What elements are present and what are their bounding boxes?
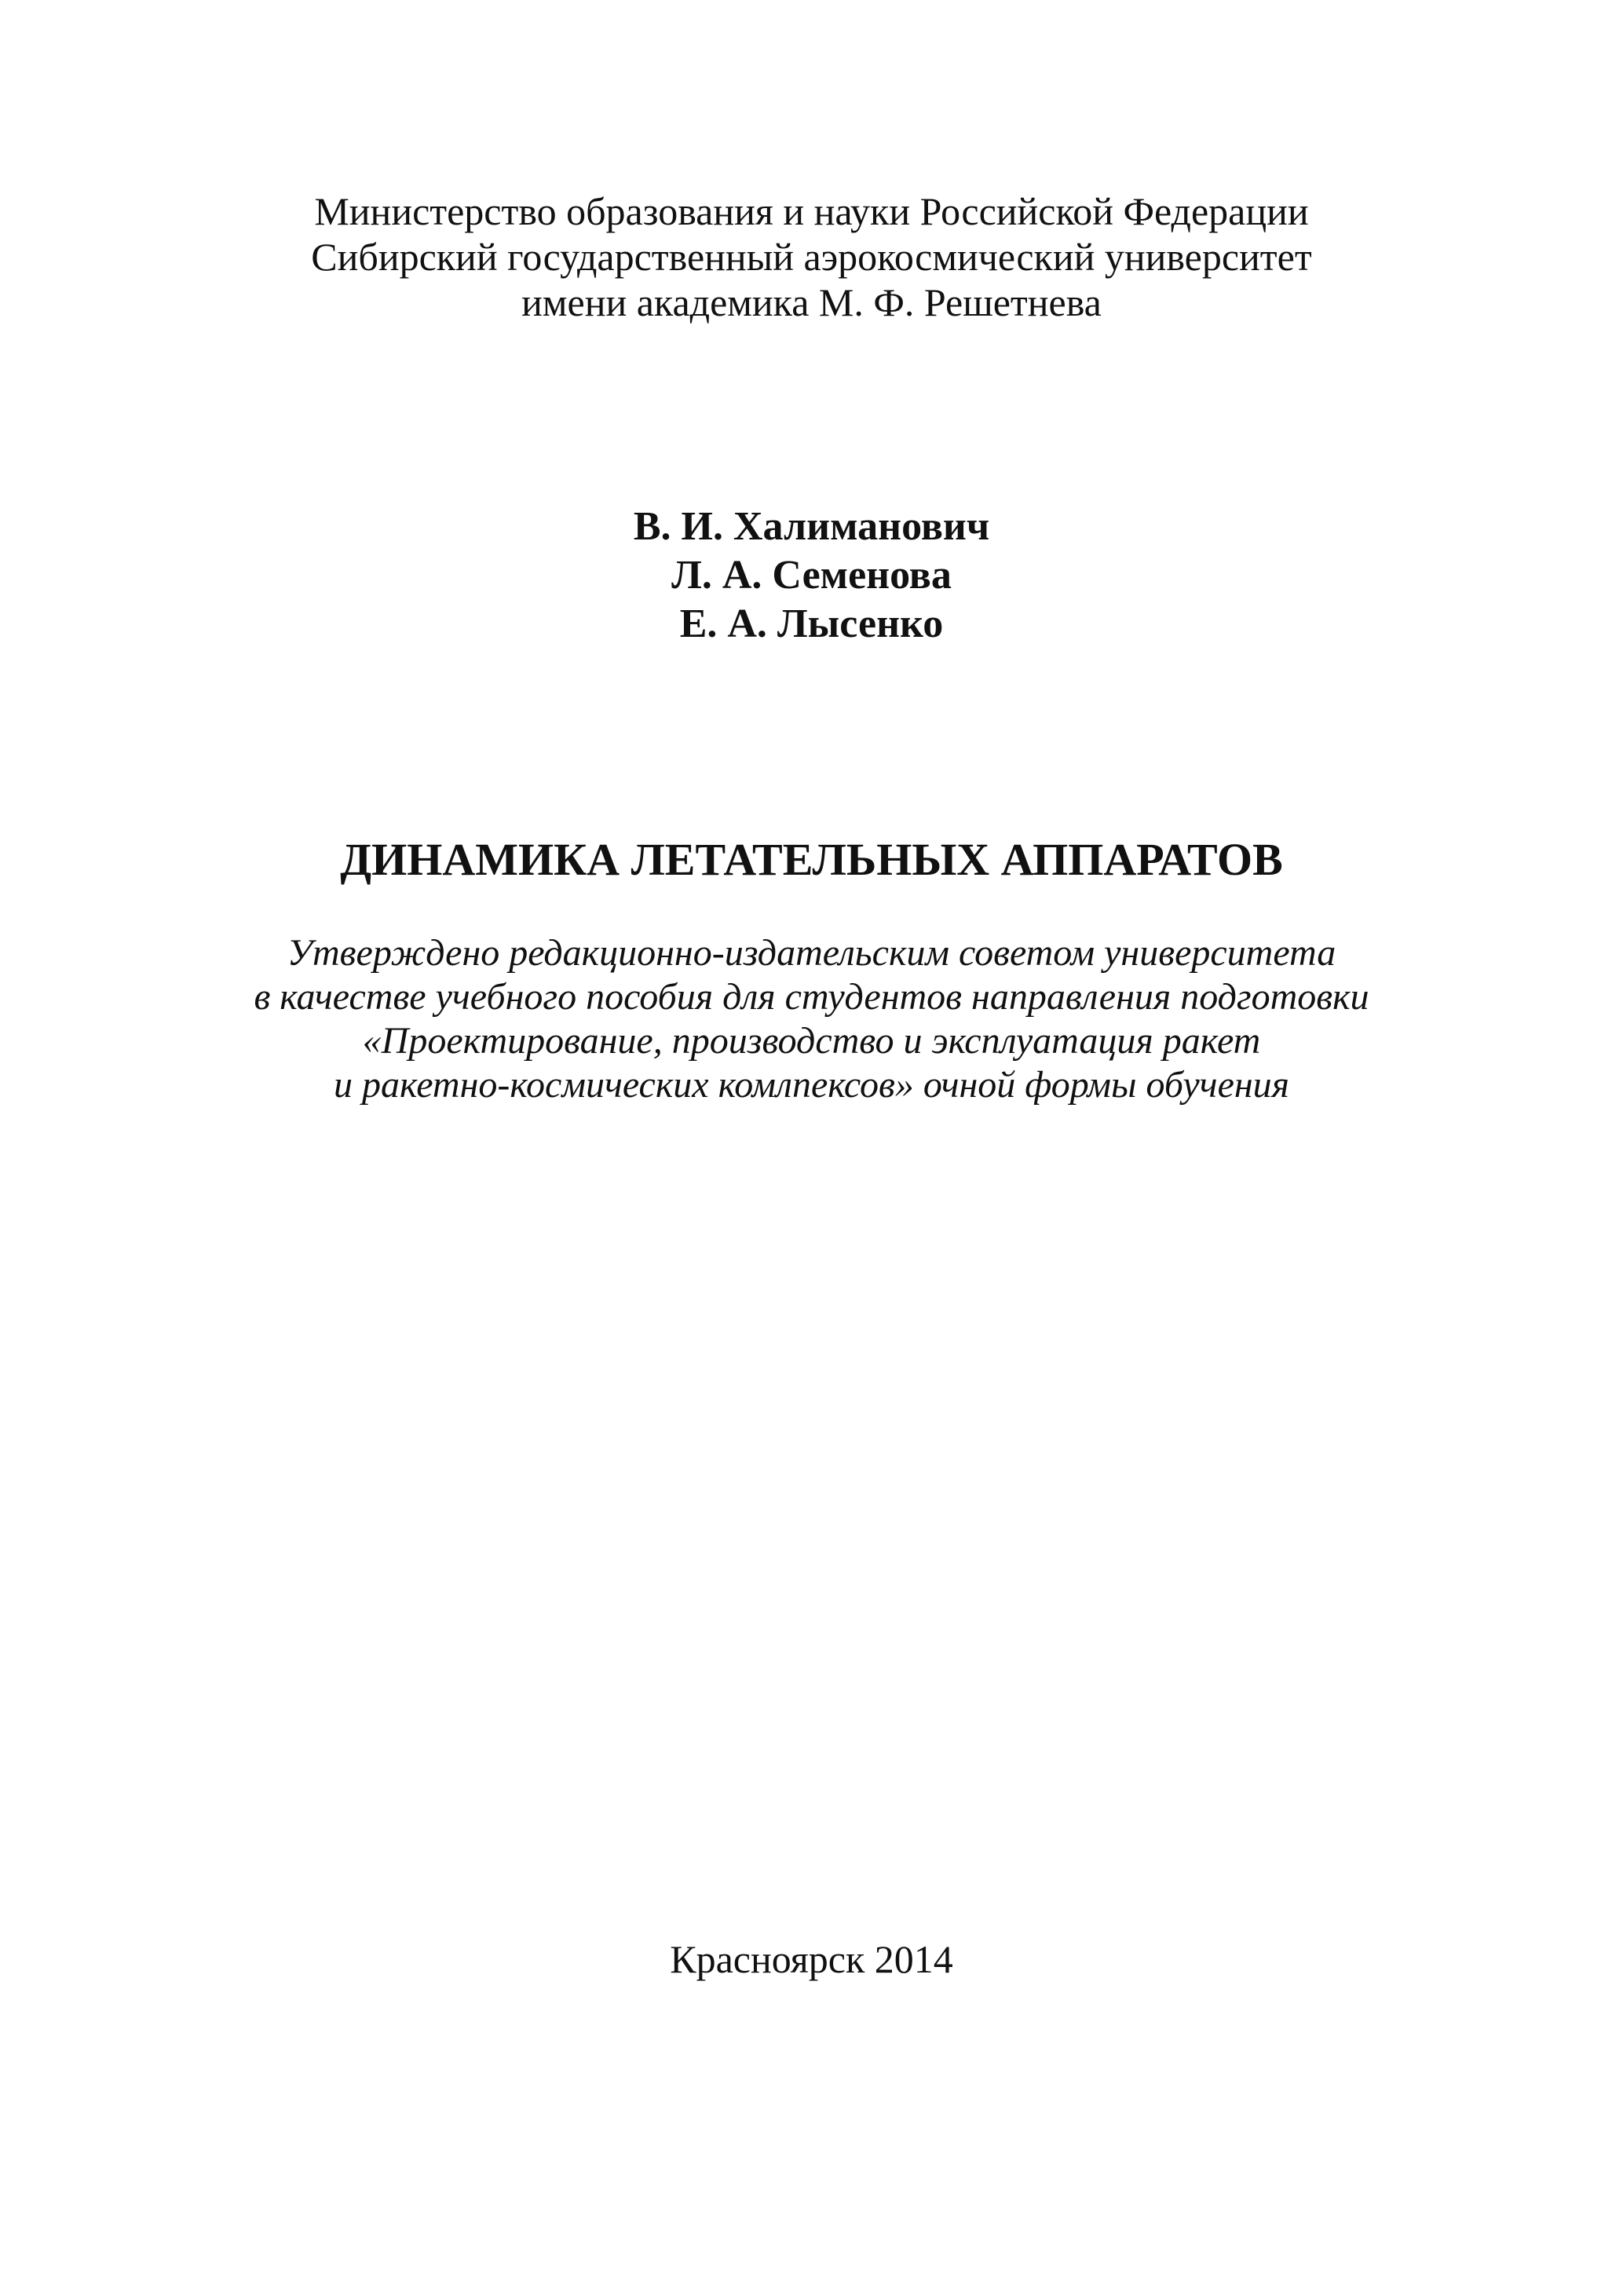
approval-note (0, 931, 1623, 1107)
ministry-line: Министерство образования и науки Российской Федерации (314, 189, 1309, 233)
document-title: ДИНАМИКА ЛЕТАТЕЛЬНЫХ АППАРАТОВ (340, 834, 1283, 885)
author-name: Е. А. Лысенко (679, 601, 944, 646)
city-year-footer: Красноярск 2014 (670, 1937, 953, 1981)
authors-block (0, 503, 1623, 649)
approval-line: Утверждено редакционно-издательским советом университета (287, 932, 1336, 974)
approval-line: в качестве учебного пособия для студентов направления подготовки (254, 976, 1369, 1018)
author-name: В. И. Халиманович (633, 504, 990, 549)
approval-line: и ракетно-космических комлпексов» очной формы обучения (334, 1064, 1289, 1106)
institution-header (0, 188, 1623, 325)
author-name: Л. А. Семенова (671, 553, 952, 598)
approval-line: «Проектирование, производство и эксплуатация ракет (362, 1020, 1261, 1062)
university-line: Сибирский государственный аэрокосмический университет (311, 235, 1312, 279)
university-name-line: имени академика М. Ф. Решетнева (521, 280, 1102, 324)
